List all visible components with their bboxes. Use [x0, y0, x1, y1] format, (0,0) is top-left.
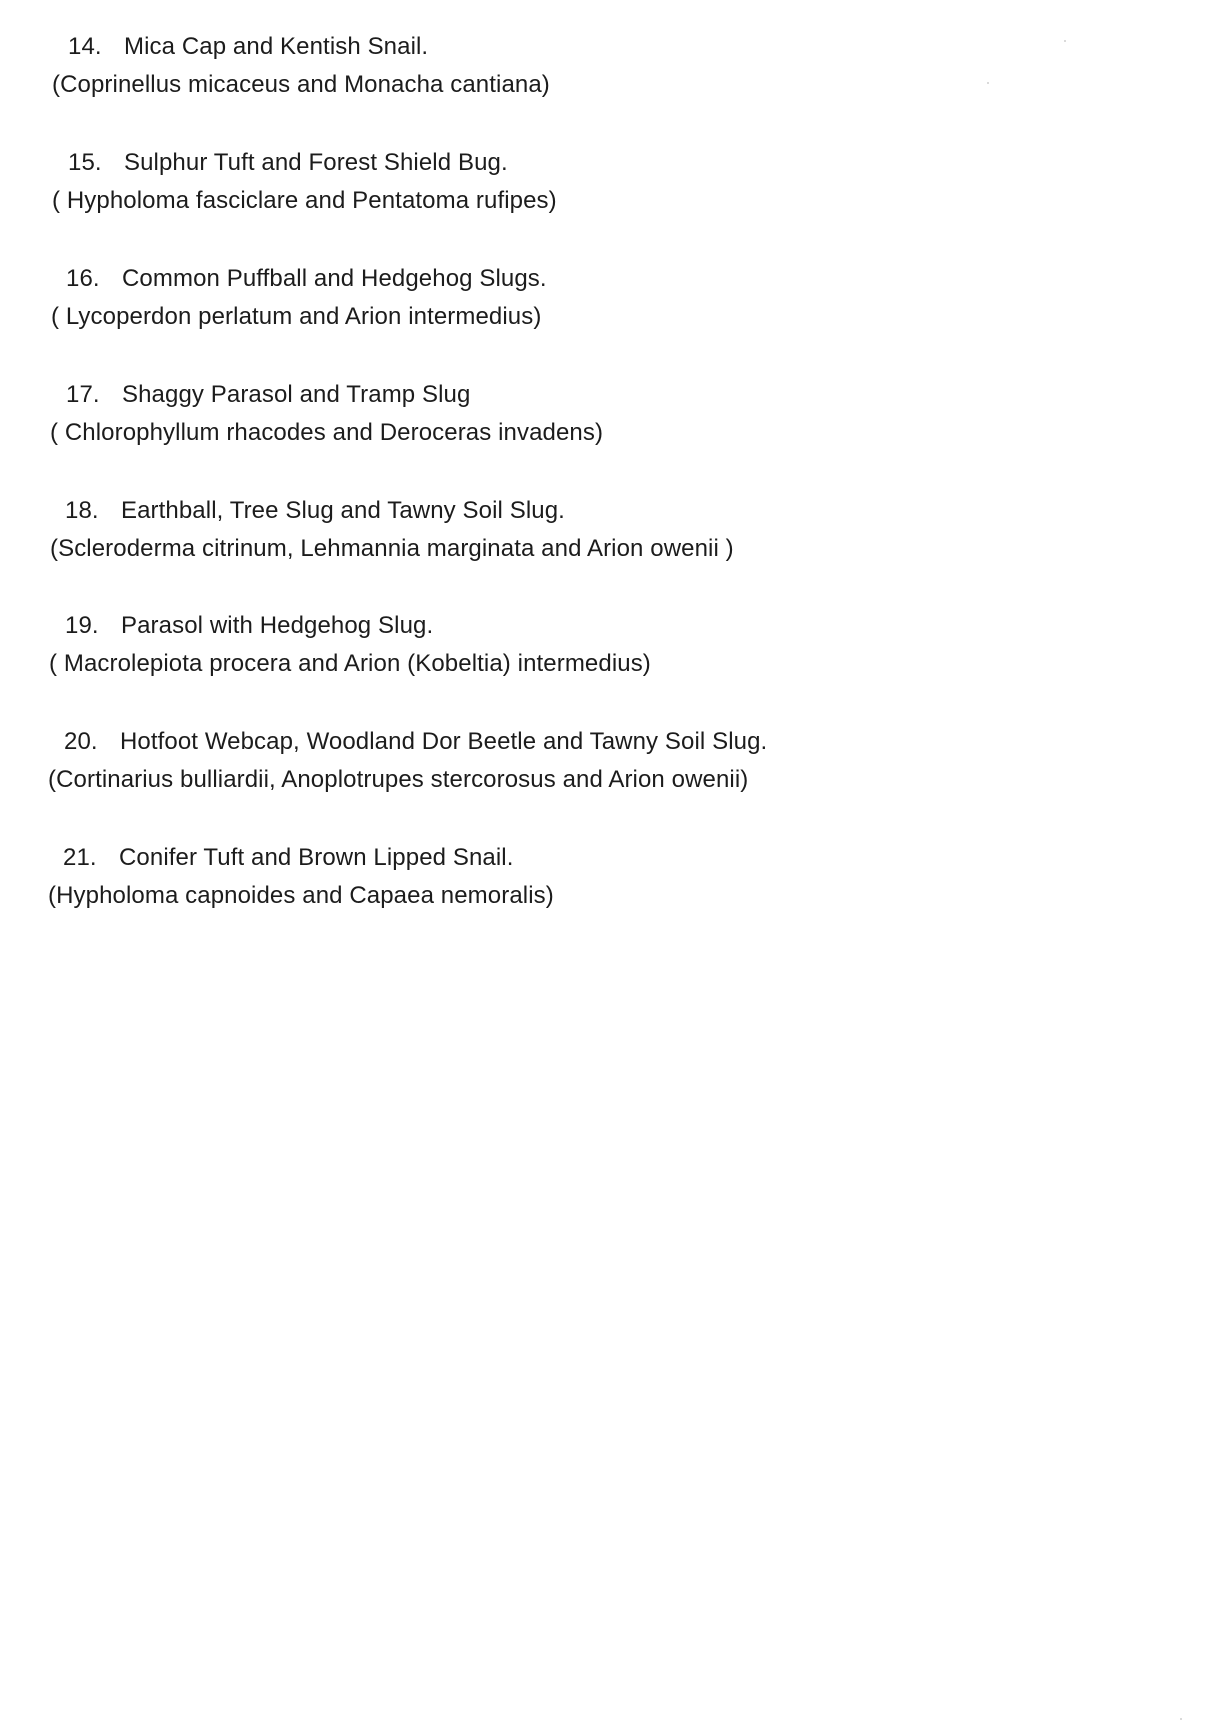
entry-scientific-names: ( Lycoperdon perlatum and Arion intermedius) [51, 303, 542, 330]
entry-scientific-names: (Cortinarius bulliardii, Anoplotrupes stercorosus and Arion owenii) [48, 766, 749, 793]
entry-number: 20. [64, 728, 98, 755]
entry-common-names: Sulphur Tuft and Forest Shield Bug. [124, 149, 508, 176]
entry-scientific-names: (Coprinellus micaceus and Monacha cantiana) [52, 71, 550, 98]
scan-speck [1180, 1718, 1182, 1720]
entry-scientific-names: ( Macrolepiota procera and Arion (Kobeltia) intermedius) [49, 650, 651, 677]
entry-number: 18. [65, 497, 99, 524]
entry-heading [66, 380, 470, 410]
scan-speck [987, 82, 989, 84]
entry-heading [63, 843, 514, 873]
entry-heading [65, 496, 565, 526]
entry-scientific-names: (Scleroderma citrinum, Lehmannia marginata and Arion owenii ) [50, 535, 734, 562]
entry-heading [68, 148, 508, 178]
entry-heading [68, 32, 428, 62]
entry-common-names: Parasol with Hedgehog Slug. [121, 612, 434, 639]
entry-common-names: Earthball, Tree Slug and Tawny Soil Slug. [121, 497, 565, 524]
entry-common-names: Common Puffball and Hedgehog Slugs. [122, 265, 547, 292]
entry-number: 15. [68, 149, 102, 176]
entry-number: 16. [66, 265, 100, 292]
entry-scientific-names: ( Hypholoma fasciclare and Pentatoma rufipes) [52, 187, 557, 214]
entry-scientific-names: (Hypholoma capnoides and Capaea nemoralis) [48, 882, 554, 909]
entry-number: 21. [63, 844, 97, 871]
entry-heading [65, 611, 433, 641]
entry-common-names: Hotfoot Webcap, Woodland Dor Beetle and Tawny Soil Slug. [120, 728, 768, 755]
entry-number: 19. [65, 612, 99, 639]
entry-common-names: Shaggy Parasol and Tramp Slug [122, 381, 471, 408]
entry-common-names: Mica Cap and Kentish Snail. [124, 33, 429, 60]
entry-heading [64, 727, 767, 757]
entry-number: 14. [68, 33, 102, 60]
entry-heading [66, 264, 547, 294]
entry-scientific-names: ( Chlorophyllum rhacodes and Deroceras invadens) [50, 419, 604, 446]
scan-speck [1064, 40, 1066, 42]
entry-number: 17. [66, 381, 100, 408]
entry-common-names: Conifer Tuft and Brown Lipped Snail. [119, 844, 514, 871]
